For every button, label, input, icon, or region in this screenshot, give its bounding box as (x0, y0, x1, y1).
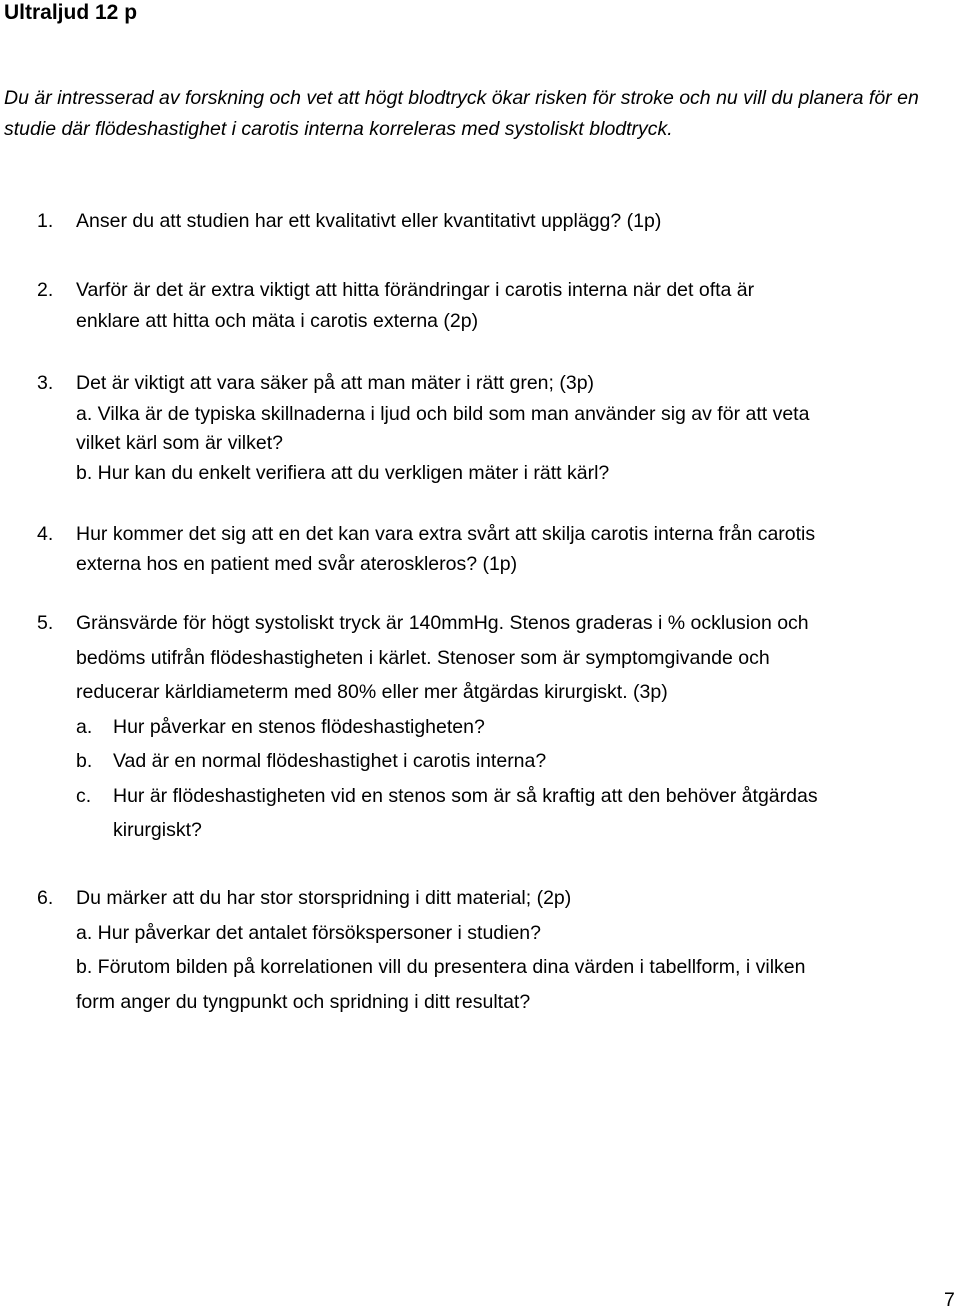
question-6-number: 6. (37, 887, 54, 909)
question-5-number: 5. (37, 612, 54, 634)
question-5-line-2: bedöms utifrån flödeshastigheten i kärlet. Stenoser som är symptomgivande och (76, 647, 770, 669)
question-5-subitem-c-text-2: kirurgiskt? (113, 819, 202, 841)
question-6-line-2: a. Hur påverkar det antalet försökspersoner i studien? (76, 922, 542, 944)
question-1-line-1: Anser du att studien har ett kvalitativt eller kvantitativt upplägg? (1p) (76, 210, 662, 232)
question-1-number: 1. (37, 210, 54, 232)
question-3-number: 3. (37, 372, 54, 394)
question-5-line-1: Gränsvärde för högt systoliskt tryck är 140mmHg. Stenos graderas i % ocklusion och (76, 612, 809, 634)
question-4-number: 4. (37, 523, 54, 545)
question-5-subitem-b-text: Vad är en normal flödeshastighet i carotis interna? (113, 750, 547, 772)
question-5-subitem-c-text-1: Hur är flödeshastigheten vid en stenos som är så kraftig att den behöver åtgärdas (113, 785, 818, 807)
question-2-line-2: enklare att hitta och mäta i carotis externa (2p) (76, 310, 479, 332)
page-number: 7 (944, 1289, 955, 1311)
question-5-subitem-c-label: c. (76, 785, 92, 807)
question-3-line-1: Det är viktigt att vara säker på att man mäter i rätt gren; (3p) (76, 372, 595, 394)
question-6-line-3: b. Förutom bilden på korrelationen vill du presentera dina värden i tabellform, i vilken (76, 956, 806, 978)
question-4-line-2: externa hos en patient med svår ateroskleros? (1p) (76, 553, 518, 575)
question-3-line-3: vilket kärl som är vilket? (76, 432, 283, 454)
question-2-line-1: Varför är det är extra viktigt att hitta förändringar i carotis interna när det ofta är (76, 279, 755, 301)
document-title: Ultraljud 12 p (4, 1, 138, 24)
question-3-line-2: a. Vilka är de typiska skillnaderna i ljud och bild som man använder sig av för att veta (76, 403, 810, 425)
question-6-line-4: form anger du tyngpunkt och spridning i ditt resultat? (76, 991, 531, 1013)
question-5-line-3: reducerar kärldiameterm med 80% eller mer åtgärdas kirurgiskt. (3p) (76, 681, 668, 703)
question-5-subitem-b-label: b. (76, 750, 93, 772)
question-6-line-1: Du märker att du har stor storspridning i ditt material; (2p) (76, 887, 572, 909)
question-2-number: 2. (37, 279, 54, 301)
question-5-subitem-a-label: a. (76, 716, 93, 738)
question-5-subitem-a-text: Hur påverkar en stenos flödeshastigheten? (113, 716, 485, 738)
question-3-line-4: b. Hur kan du enkelt verifiera att du verkligen mäter i rätt kärl? (76, 462, 610, 484)
intro-paragraph: Du är intresserad av forskning och vet att högt blodtryck ökar risken för stroke och nu vill du planera för en studie där flödeshastighet i carotis interna korreleras med systoliskt blodtryck. (4, 87, 919, 140)
question-4-line-1: Hur kommer det sig att en det kan vara extra svårt att skilja carotis interna från carotis (76, 523, 816, 545)
